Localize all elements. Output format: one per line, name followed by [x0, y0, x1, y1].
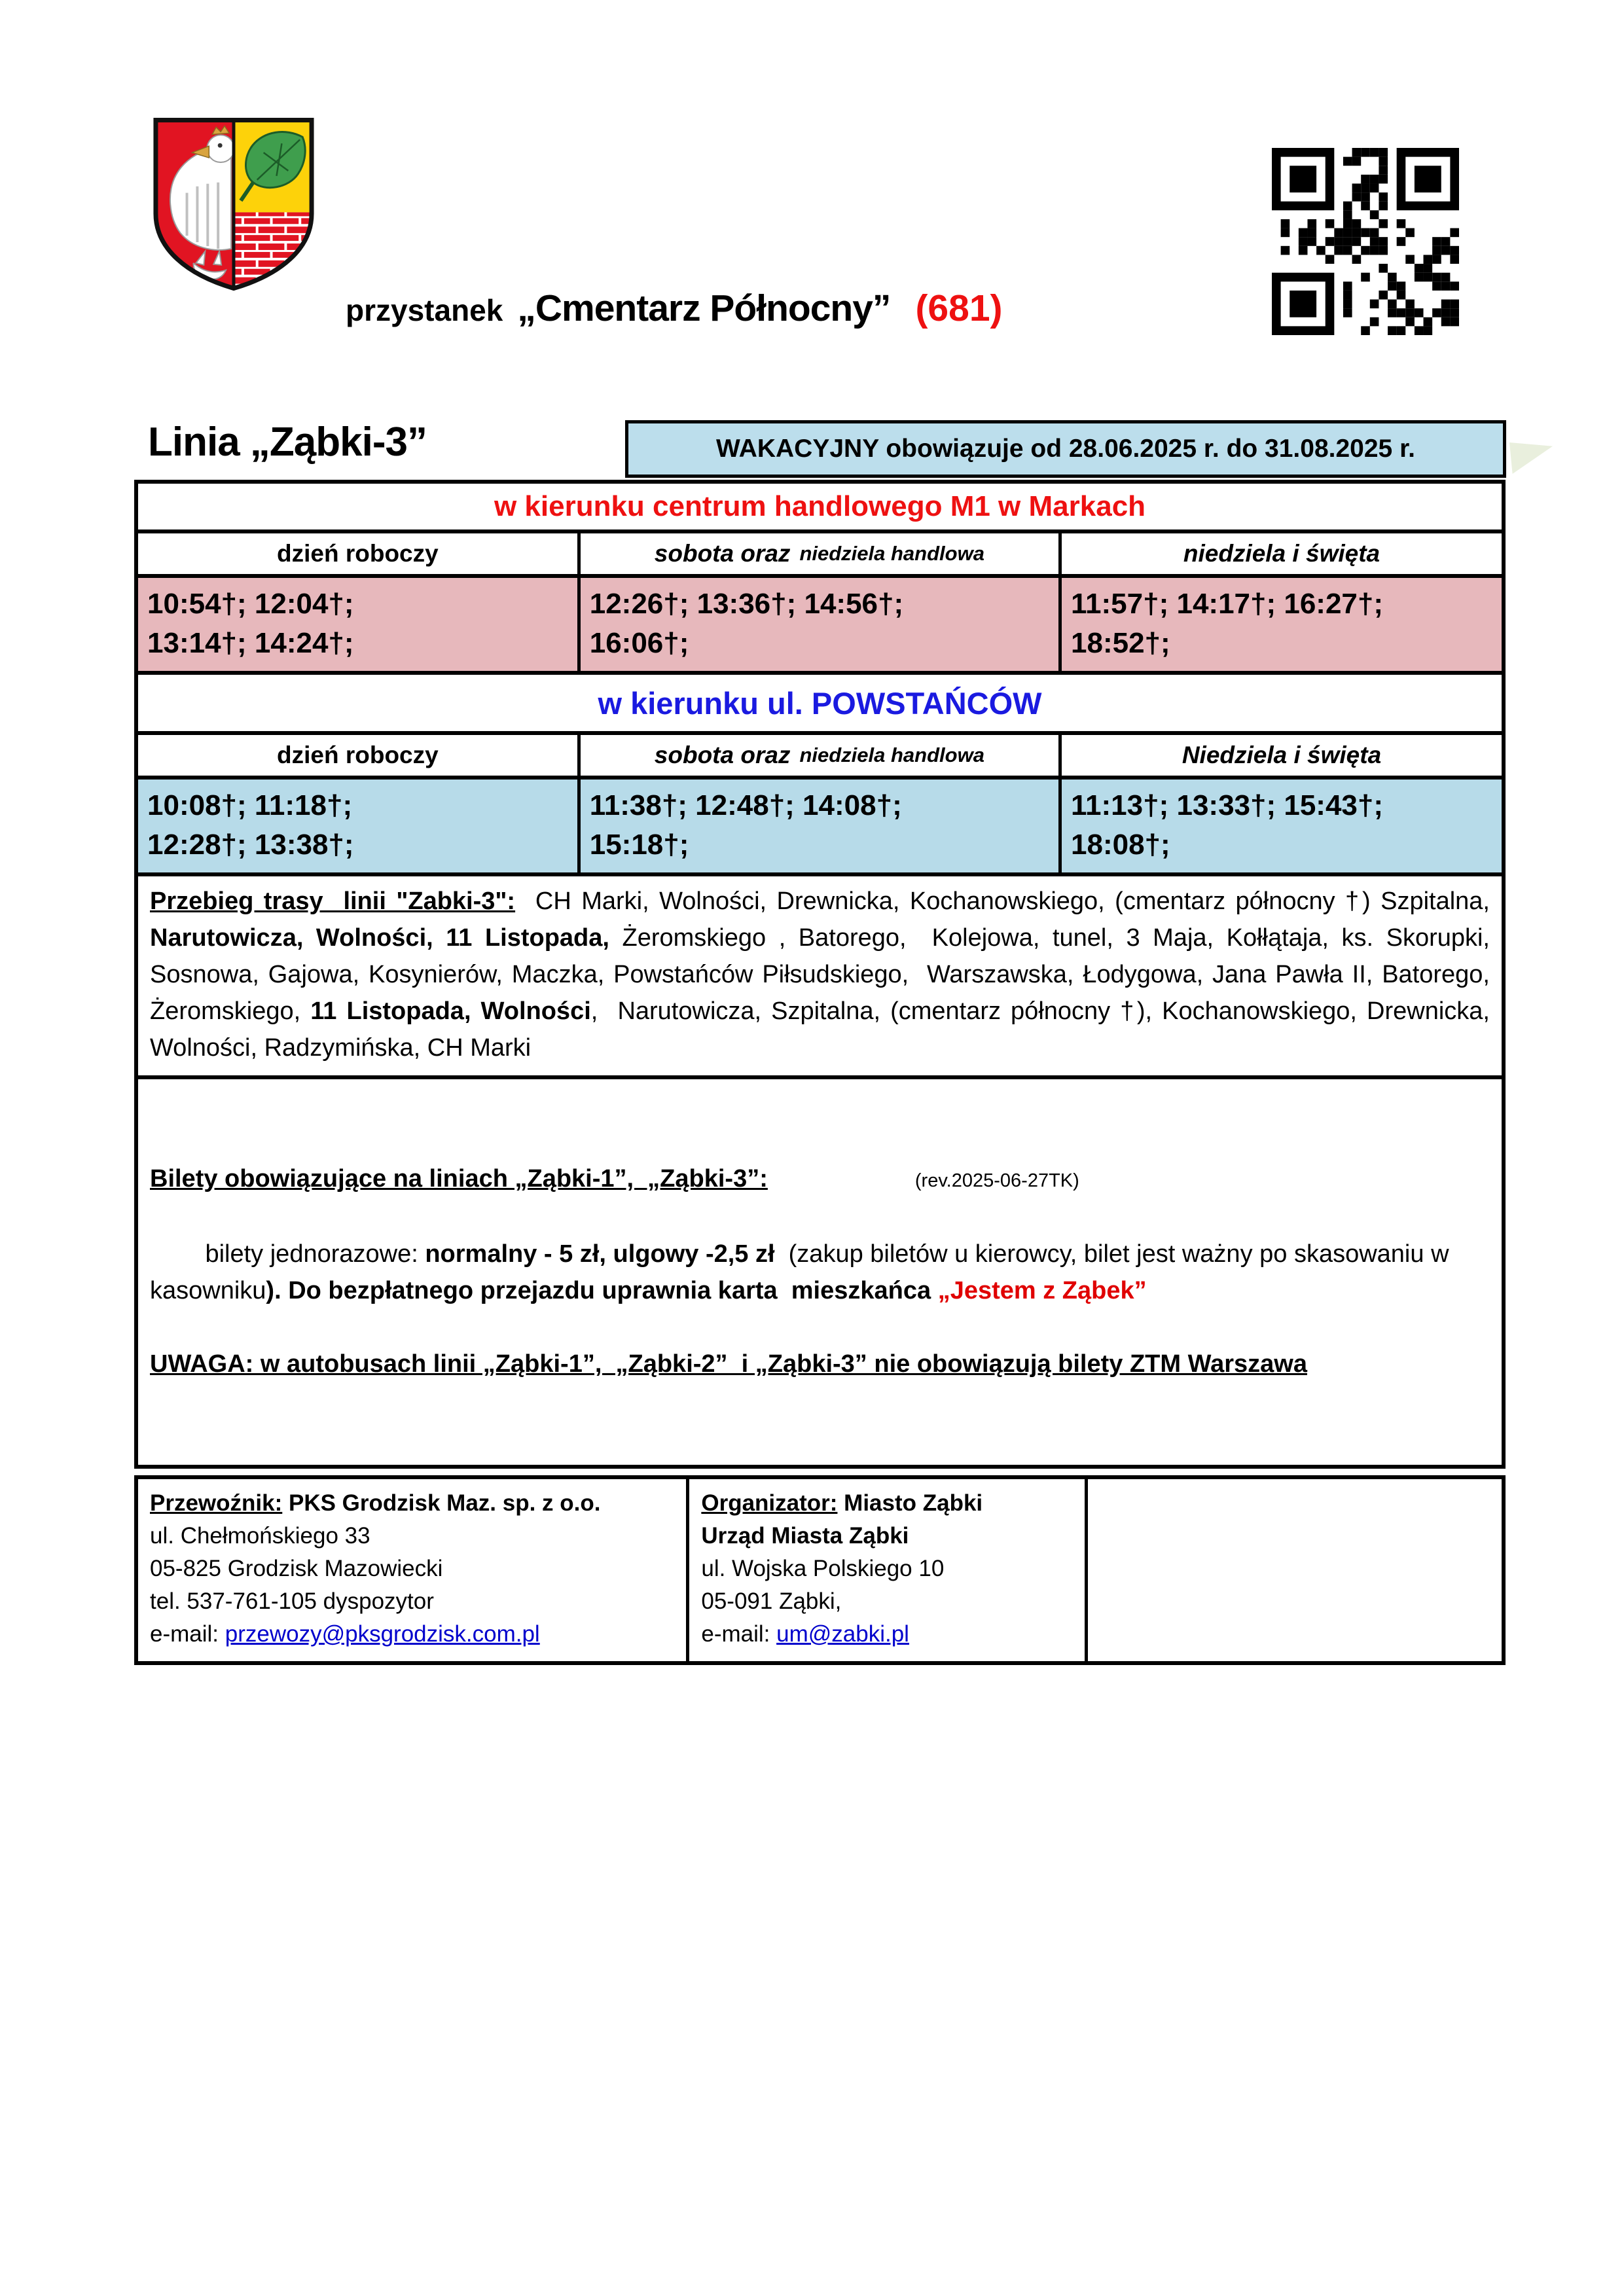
direction-heading-powstancow: w kierunku ul. POWSTAŃCÓW — [138, 671, 1502, 731]
header-weekday-2: dzień roboczy — [277, 742, 439, 768]
qr-code — [1272, 148, 1459, 335]
line-title: Linia „Ząbki-3” — [148, 420, 427, 465]
times-saturday-2: 11:38†; 12:48†; 14:08†; 15:18†; — [577, 780, 1058, 872]
day-type-header-row-1 — [138, 529, 1502, 578]
carrier-address1: ul. Chełmońskiego 33 — [150, 1523, 370, 1549]
times-sunday-1: 11:57†; 14:17†; 16:27†; 18:52†; — [1058, 578, 1502, 671]
route-seg3: Żeromskiego , Batorego, Kolejowa, tunel, 3 Maja, Kołłątaja, ks. Skorupki, Sosnowa, Gajowa, Kosynierów, Maczka, Powstańców Piłsudskiego, Warszawska, Łodygowa, Jana Pawła II, Batorego, Żeromskiego, — [150, 924, 1497, 1025]
tickets-section — [138, 1075, 1502, 1465]
organizer-email-line: e-mail: um@zabki.pl — [701, 1621, 909, 1647]
stop-number-badge: (681) — [915, 287, 1003, 329]
direction-heading-m1-marki: w kierunku centrum handlowego M1 w Markach — [138, 484, 1502, 529]
stop-name: „Cmentarz Północny” — [517, 287, 891, 329]
stop-label: przystanek — [346, 293, 503, 327]
organizer-address1: ul. Wojska Polskiego 10 — [701, 1556, 945, 1581]
organizer-address2: 05-091 Ząbki, — [701, 1588, 842, 1614]
carrier-name-line: Przewoźnik: PKS Grodzisk Maz. sp. z o.o. — [150, 1490, 601, 1516]
tickets-body: bilety jednorazowe: normalny - 5 zł, ulgowy -2,5 zł (zakup biletów u kierowcy, bilet jest ważny po skasowaniu w kasowniku). Do bezpłatnego przejazdu uprawnia karta mieszkańca „Jestem z Ząbek” — [150, 1240, 1456, 1304]
header-saturday-1: sobota oraz niedziela handlowa — [577, 533, 1058, 574]
carrier-email-line: e-mail: przewozy@pksgrodzisk.com.pl — [150, 1621, 540, 1647]
carrier-cell — [138, 1479, 686, 1661]
header-sunday-1: niedziela i święta — [1058, 533, 1502, 574]
times-row-direction-1 — [138, 578, 1502, 671]
route-description — [138, 872, 1502, 1075]
empty-cell — [1085, 1479, 1502, 1661]
tickets-heading: Bilety obowiązujące na liniach „Ząbki-1”, „Ząbki-3”: — [150, 1165, 768, 1193]
day-type-header-row-2 — [138, 731, 1502, 780]
route-seg5: , Narutowicza, Szpitalna, (cmentarz północny †), Kochanowskiego, Drewnicka, Wolności, Radzymińska, CH Marki — [150, 997, 1497, 1062]
route-label: Przebieg trasy linii "Zabki-3": — [150, 888, 516, 915]
times-weekday-2: 10:08†; 11:18†; 12:28†; 13:38†; — [138, 780, 577, 872]
carrier-email-link[interactable]: przewozy@pksgrodzisk.com.pl — [225, 1621, 540, 1647]
stop-title-line — [346, 287, 1003, 330]
organizer-email-link[interactable]: um@zabki.pl — [776, 1621, 909, 1647]
resident-card-name: „Jestem z Ząbek” — [937, 1277, 1147, 1304]
times-sunday-2: 11:13†; 13:33†; 15:43†; 18:08†; — [1058, 780, 1502, 872]
header-weekday-1: dzień roboczy — [277, 540, 439, 567]
carrier-address2: 05-825 Grodzisk Mazowiecki — [150, 1556, 443, 1581]
validity-banner: WAKACYJNY obowiązuje od 28.06.2025 r. do 31.08.2025 r. — [625, 420, 1506, 478]
header-sunday-2: Niedziela i święta — [1058, 735, 1502, 776]
contacts-table — [134, 1475, 1506, 1665]
ztm-warning: UWAGA: w autobusach linii „Ząbki-1”, „Ząbki-2” i „Ząbki-3” nie obowiązują bilety ZTM Warszawa — [150, 1350, 1307, 1378]
schedule-table — [134, 480, 1506, 1469]
decor-triangle — [1509, 442, 1553, 474]
route-seg2-bold: Narutowicza, Wolności, 11 Listopada, — [150, 924, 623, 952]
carrier-phone: tel. 537-761-105 dyspozytor — [150, 1588, 434, 1614]
revision-note: (rev.2025-06-27TK) — [914, 1170, 1079, 1191]
zabki-coat-of-arms-icon — [149, 113, 318, 295]
organizer-cell — [686, 1479, 1084, 1661]
times-weekday-1: 10:54†; 12:04†; 13:14†; 14:24†; — [138, 578, 577, 671]
times-row-direction-2 — [138, 780, 1502, 872]
tickets-heading-line — [150, 1160, 1490, 1199]
main-content — [134, 480, 1506, 1665]
header-saturday-2: sobota oraz niedziela handlowa — [577, 735, 1058, 776]
times-saturday-1: 12:26†; 13:36†; 14:56†; 16:06†; — [577, 578, 1058, 671]
route-seg1: CH Marki, Wolności, Drewnicka, Kochanowskiego, (cmentarz północny †) Szpitalna, — [515, 888, 1497, 915]
organizer-office: Urząd Miasta Ząbki — [701, 1523, 909, 1549]
organizer-name-line: Organizator: Miasto Ząbki — [701, 1490, 983, 1516]
route-seg4-bold: 11 Listopada, Wolności — [310, 997, 591, 1025]
